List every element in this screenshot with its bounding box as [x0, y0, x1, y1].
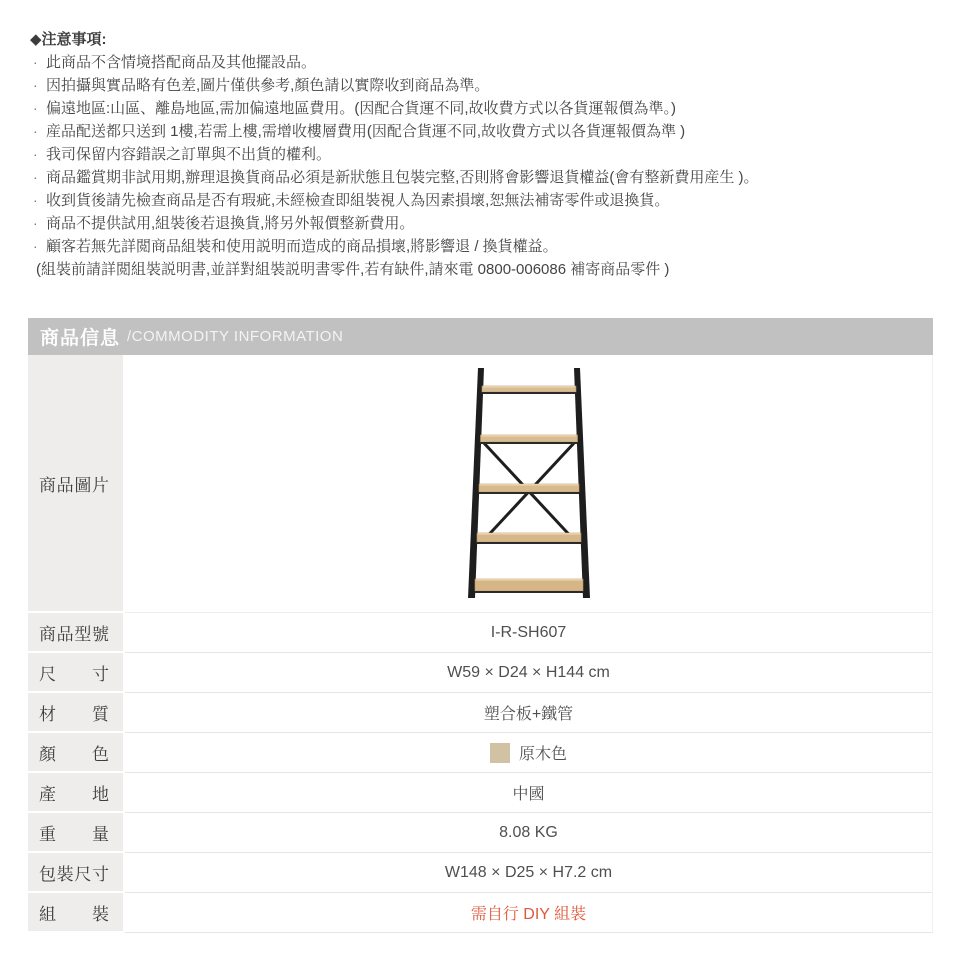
row-label-cell	[28, 773, 123, 813]
weight-value: 8.08 KG	[125, 813, 933, 853]
color-value: 原木色	[518, 746, 567, 763]
notice-footer: (組裝前請詳閲組裝説明書,並詳對組裝説明書零件,若有缺件,請來電 0800-006086 補寄商品零件 )	[36, 261, 670, 278]
color-value-cell	[125, 733, 933, 773]
table-row-color	[28, 733, 933, 773]
row-label-cell	[28, 355, 123, 613]
row-label: 材質	[39, 704, 109, 724]
table-title-en: /COMMODITY INFORMATION	[127, 328, 344, 345]
notice-item: · 偏遠地區:山區、離島地區,需加偏遠地區費用。(因配合貨運不同,故收費方式以各貨運報價為準。)	[30, 97, 940, 120]
table-row-material	[28, 693, 933, 733]
table-row-model	[28, 613, 933, 653]
notice-item: · 産品配送都只送到 1樓,若需上樓,需增收樓層費用(因配合貨運不同,故收費方式以各貨運報價為準 )	[30, 120, 940, 143]
row-label: 組裝	[39, 904, 109, 924]
material-value: 塑合板+鐵管	[125, 693, 933, 733]
row-label-cell	[28, 733, 123, 773]
product-image-cell	[125, 355, 933, 613]
notice-item: · 我司保留内容錯誤之訂單與不出貨的權利。	[30, 143, 940, 166]
row-label-cell	[28, 653, 123, 693]
table-header	[28, 318, 933, 355]
row-label-cell	[28, 613, 123, 653]
table-title-zh: 商品信息	[40, 328, 121, 349]
row-label: 尺寸	[39, 664, 109, 684]
row-label: 重量	[39, 824, 109, 844]
notice-item: · 顧客若無先詳閲商品組裝和使用説明而造成的商品損壞,將影響退 / 換貨權益。	[30, 235, 940, 258]
row-label-cell	[28, 813, 123, 853]
table-row-dimensions	[28, 653, 933, 693]
notice-item: · 商品鑑賞期非試用期,辦理退換貨商品必須是新狀態且包裝完整,否則將會影響退貨權益(會有整新費用産生 )。	[30, 166, 940, 189]
row-label-cell	[28, 893, 123, 933]
origin-value: 中國	[125, 773, 933, 813]
table-row-origin	[28, 773, 933, 813]
wood-color-swatch-icon	[490, 743, 510, 763]
table-row-assembly	[28, 893, 933, 933]
notice-item: · 因拍攝與實品略有色差,圖片僅供參考,顏色請以實際收到商品為準。	[30, 74, 940, 97]
notice-item: · 此商品不含情境搭配商品及其他擺設品。	[30, 51, 940, 74]
row-label-cell	[28, 853, 123, 893]
table-row-product-image	[28, 355, 933, 613]
row-label: 包裝尺寸	[39, 864, 109, 884]
model-value: I-R-SH607	[125, 613, 933, 653]
row-label: 商品圖片	[39, 475, 109, 495]
table-row-package-size	[28, 853, 933, 893]
commodity-info-table	[28, 318, 933, 933]
notice-item: · 收到貨後請先檢查商品是否有瑕疵,未經檢查即組裝視人為因素損壞,恕無法補寄零件或退換貨。	[30, 189, 940, 212]
row-label: 產地	[39, 784, 109, 804]
table-row-weight	[28, 813, 933, 853]
notice-section	[30, 28, 940, 281]
row-label: 顏色	[39, 744, 109, 764]
assembly-value: 需自行 DIY 組裝	[125, 893, 933, 933]
ladder-shelf-product-image	[463, 366, 595, 601]
notice-title: ◆注意事項:	[30, 31, 107, 48]
dimensions-value: W59 × D24 × H144 cm	[125, 653, 933, 693]
notice-item: · 商品不提供試用,組裝後若退換貨,將另外報價整新費用。	[30, 212, 940, 235]
package-size-value: W148 × D25 × H7.2 cm	[125, 853, 933, 893]
row-label: 商品型號	[39, 624, 109, 644]
row-label-cell	[28, 693, 123, 733]
